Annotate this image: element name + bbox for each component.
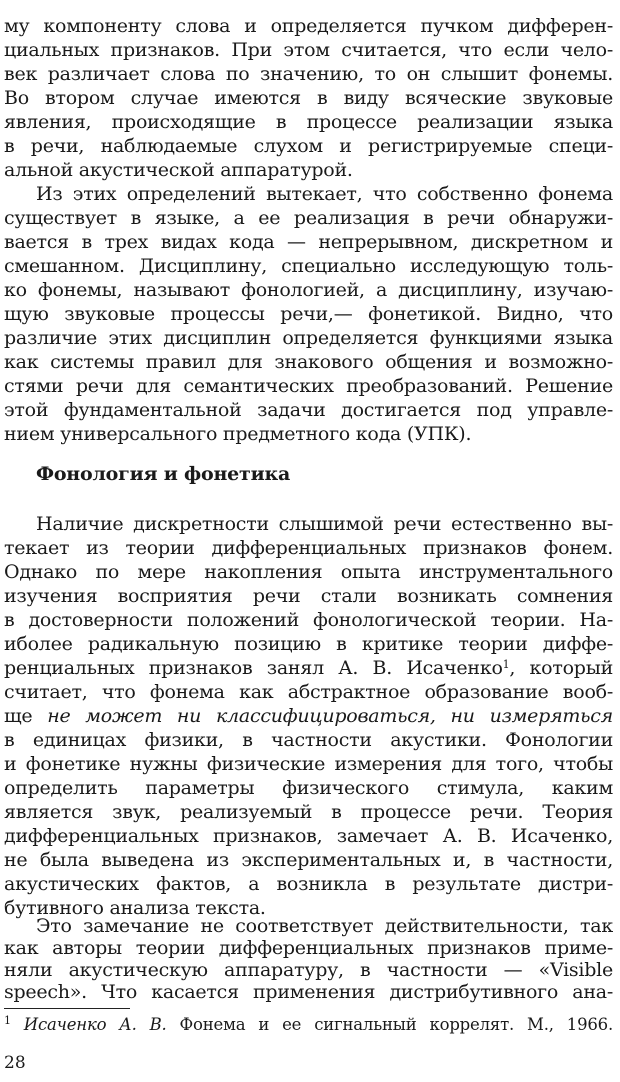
text-segment: , который — [509, 657, 613, 679]
text-line-with-emphasis — [4, 704, 613, 728]
text-line: speech». Что касается применения дистрибутивного ана- — [4, 981, 613, 1003]
text-line: няли акустическую аппаратуру, в частности — «Visible — [4, 959, 613, 981]
footnote-divider — [4, 1008, 130, 1009]
text-line: этой фундаментальной задачи достигается под управле- — [4, 399, 613, 421]
text-line: дифференциальных признаков, замечает А. В. Исаченко, — [4, 825, 613, 847]
text-line: изучения восприятия речи стали возникать сомнения — [4, 585, 613, 607]
text-line: текает из теории дифференциальных признаков фонем. — [4, 537, 613, 559]
text-line: щую звуковые процессы речи,— фонетикой. Видно, что — [4, 303, 613, 325]
text-line: Это замечание не соответствует действительности, так — [36, 915, 613, 937]
text-line: в единицах физики, в частности акустики. Фонологии — [4, 729, 613, 751]
footnote-text: Фонема и ее сигнальный коррелят. М., 1966. — [179, 1015, 614, 1034]
section-heading: Фонология и фонетика — [36, 463, 291, 485]
page-number: 28 — [4, 1053, 26, 1073]
text-line: альной акустической аппаратурой. — [4, 159, 353, 181]
emphasized-phrase: не может ни классифицироваться, ни измеряться — [47, 705, 613, 727]
text-line: иболее радикальную позицию в критике теории диффе- — [4, 633, 613, 655]
text-line: смешанном. Дисциплину, специально исследующую толь- — [4, 255, 613, 277]
text-line: существует в языке, а ее реализация в речи обнаружи- — [4, 207, 613, 229]
text-line: считает, что фонема как абстрактное образование вооб- — [4, 681, 613, 703]
text-line: век различает слова по значению, то он слышит фонемы. — [4, 63, 613, 85]
text-line: явления, происходящие в процессе реализации языка — [4, 111, 613, 133]
footnote-reference: 1 — [502, 658, 510, 671]
text-line: не была выведена из экспериментальных и, в частности, — [4, 849, 613, 871]
text-line: стями речи для семантических преобразований. Решение — [4, 375, 613, 397]
text-line: Наличие дискретности слышимой речи естественно вы- — [36, 513, 613, 535]
text-line: определить параметры физического стимула, каким — [4, 777, 613, 799]
text-line-with-footnote-ref — [4, 656, 613, 680]
text-line: му компоненту слова и определяется пучком дифферен- — [4, 15, 613, 37]
text-segment: ренциальных признаков занял А. В. Исаченко — [4, 657, 503, 679]
text-line: различие этих дисциплин определяется функциями языка — [4, 327, 613, 349]
text-line: Во втором случае имеются в виду всяческие звуковые — [4, 87, 613, 109]
text-line: циальных признаков. При этом считается, что если чело- — [4, 39, 613, 61]
text-line: ко фонемы, называют фонологией, а дисциплину, изучаю- — [4, 279, 613, 301]
footnote-marker: 1 — [4, 1014, 11, 1027]
text-line: как авторы теории дифференциальных признаков приме- — [4, 937, 613, 959]
text-line: акустических фактов, а возникла в результате дистри- — [4, 873, 613, 895]
text-line: вается в трех видах кода — непрерывном, дискретном и — [4, 231, 613, 253]
text-line: как системы правил для знакового общения и возможно- — [4, 351, 613, 373]
footnote — [4, 1014, 613, 1036]
text-line: и фонетике нужны физические измерения для того, чтобы — [4, 753, 613, 775]
text-segment: ще — [4, 705, 33, 727]
text-line: Однако по мере накопления опыта инструментального — [4, 561, 613, 583]
text-line: является звук, реализуемый в процессе речи. Теория — [4, 801, 613, 823]
text-line: в речи, наблюдаемые слухом и регистрируемые специ- — [4, 135, 613, 157]
footnote-author: Исаченко А. В. — [23, 1015, 167, 1034]
text-line: бутивного анализа текста. — [4, 897, 266, 919]
text-line: нием универсального предметного кода (УПК). — [4, 423, 472, 445]
text-line: в достоверности положений фонологической теории. На- — [4, 609, 613, 631]
text-line: Из этих определений вытекает, что собственно фонема — [36, 183, 613, 205]
